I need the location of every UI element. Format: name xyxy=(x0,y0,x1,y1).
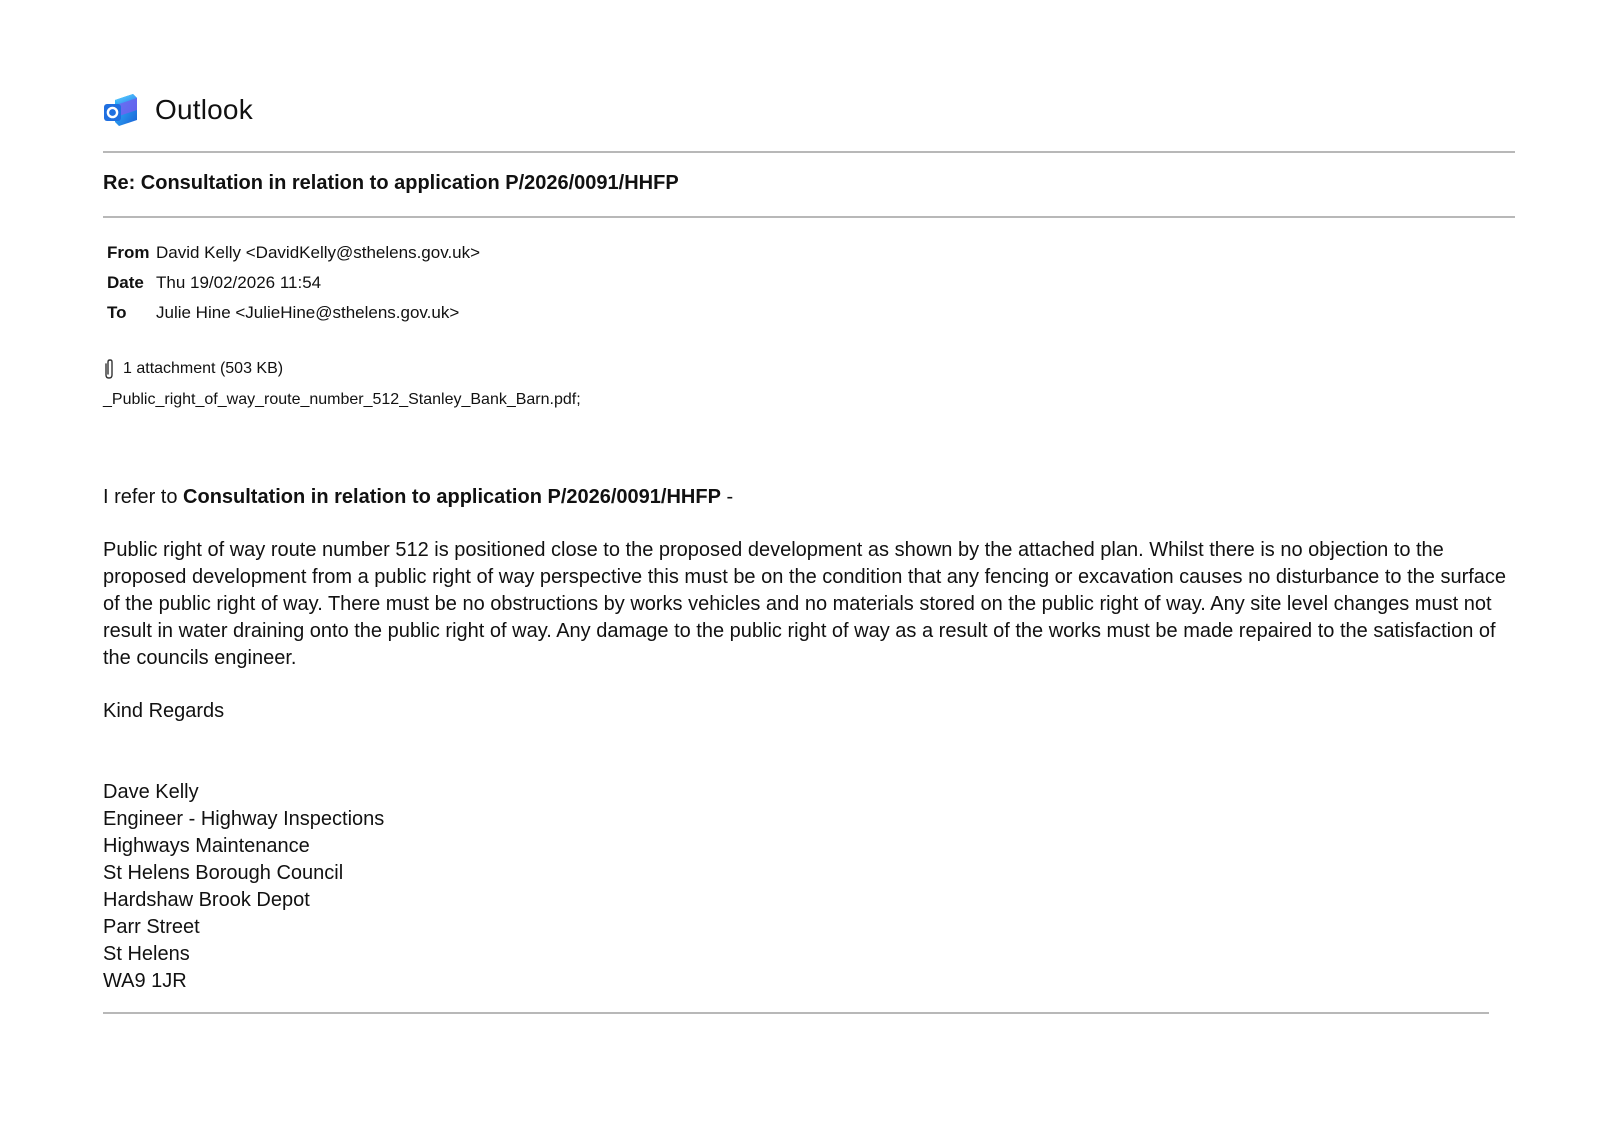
signature-line: Hardshaw Brook Depot xyxy=(103,889,310,911)
to-label: To xyxy=(107,303,127,322)
outlook-logo-icon xyxy=(103,92,139,128)
signature-block xyxy=(103,779,1523,995)
paperclip-icon xyxy=(103,358,115,380)
attachment-summary-text: 1 attachment (503 KB) xyxy=(123,360,284,377)
app-header xyxy=(103,92,253,128)
email-meta xyxy=(107,238,480,328)
signature-line: Highways Maintenance xyxy=(103,835,310,857)
signature-line: St Helens Borough Council xyxy=(103,862,344,884)
footer-divider xyxy=(103,1012,1489,1014)
attachment-file[interactable]: _Public_right_of_way_route_number_512_Stanley_Bank_Barn.pdf; xyxy=(103,391,581,408)
signature-line: WA9 1JR xyxy=(103,970,187,992)
email-body xyxy=(103,484,1523,995)
body-regards: Kind Regards xyxy=(103,700,225,722)
signature-line: Dave Kelly xyxy=(103,781,199,803)
signature-line: Parr Street xyxy=(103,916,200,938)
date-row xyxy=(107,268,480,298)
from-row xyxy=(107,238,480,268)
date-label: Date xyxy=(107,273,144,292)
intro-prefix: I refer to xyxy=(103,486,184,508)
body-intro xyxy=(103,484,1523,511)
app-title: Outlook xyxy=(155,94,253,125)
email-subject: Re: Consultation in relation to application P/2026/0091/HHFP xyxy=(103,172,679,194)
intro-suffix: - xyxy=(720,486,734,508)
signature-line: St Helens xyxy=(103,943,190,965)
body-paragraph: Public right of way route number 512 is positioned close to the proposed development as shown by the attached plan. Whilst there is no objection to the proposed development from a public right of way perspective this must be on the condition that any fencing or excavation causes no disturbance to the surface of the public right of way. There must be no obstructions by works vehicles and no materials stored on the public right of way. Any site level changes must not result in water draining onto the public right of way. Any damage to the public right of way as a result of the works must be made repaired to the satisfaction of the councils engineer. xyxy=(103,539,1507,669)
header-divider xyxy=(103,151,1515,153)
to-value[interactable]: Julie Hine <JulieHine@sthelens.gov.uk> xyxy=(156,303,460,322)
from-value[interactable]: David Kelly <DavidKelly@sthelens.gov.uk> xyxy=(156,243,481,262)
to-row xyxy=(107,298,480,328)
intro-bold: Consultation in relation to application P/2026/0091/HHFP xyxy=(183,486,721,508)
signature-line: Engineer - Highway Inspections xyxy=(103,808,385,830)
from-label: From xyxy=(107,243,150,262)
attachment-summary xyxy=(103,358,283,380)
subject-divider xyxy=(103,216,1515,218)
date-value: Thu 19/02/2026 11:54 xyxy=(156,273,322,292)
